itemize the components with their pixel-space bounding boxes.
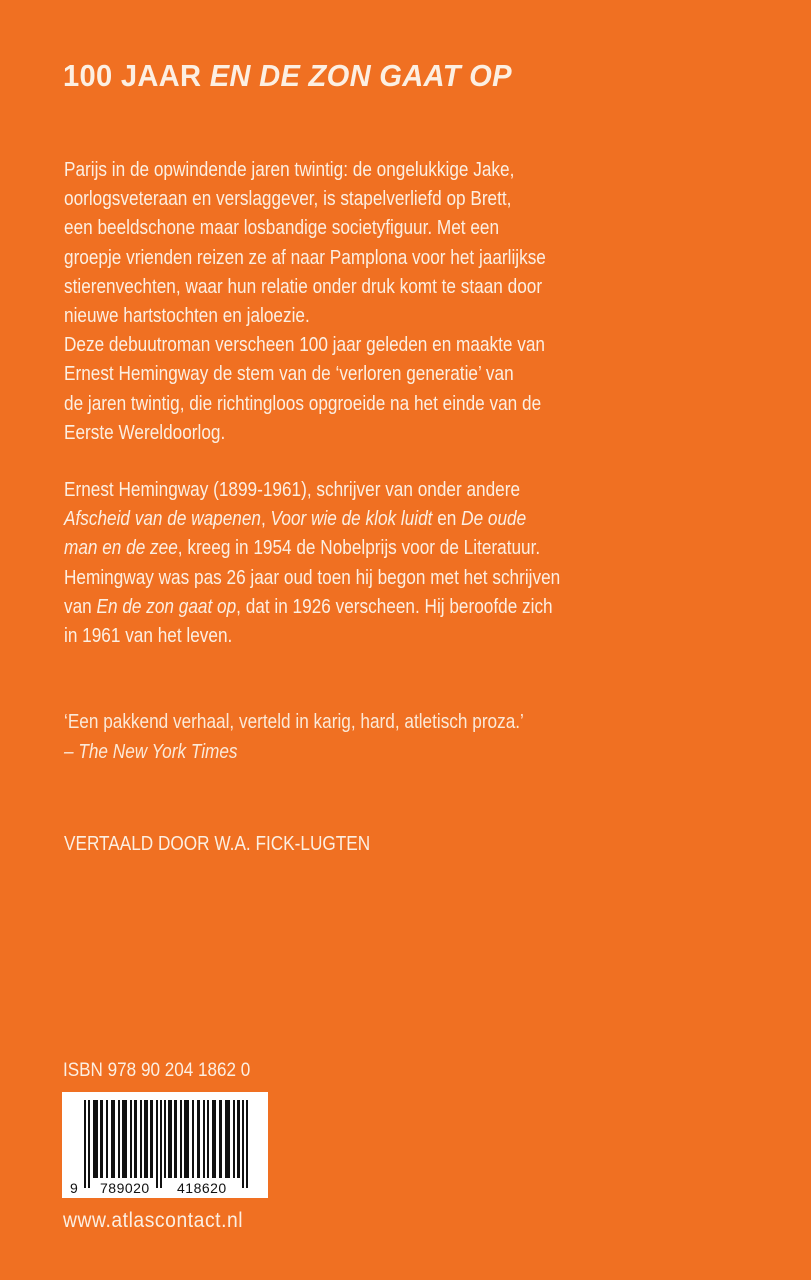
bio-line: Afscheid van de wapenen, Voor wie de klok luidt en De oude	[64, 508, 527, 531]
bio-line: Hemingway was pas 26 jaar oud toen hij begon met het schrijven	[64, 566, 561, 589]
quote-text: ‘Een pakkend verhaal, verteld in karig, hard, atletisch proza.’	[64, 711, 524, 733]
barcode-left-digits: 789020	[100, 1180, 150, 1196]
blurb-line: stierenvechten, waar hun relatie onder druk komt te staan door	[64, 275, 543, 298]
bio-line: man en de zee, kreeg in 1954 de Nobelprijs voor de Literatuur.	[64, 537, 541, 560]
blurb-line: de jaren twintig, die richtingloos opgroeide na het einde van de	[64, 392, 542, 415]
quote-source: – The New York Times	[64, 741, 238, 763]
blurb-paragraph	[64, 156, 683, 448]
blurb-line: groepje vrienden reizen ze af naar Pamplona voor het jaarlijkse	[64, 246, 546, 269]
title-book-name: EN DE ZON GAAT OP	[209, 58, 512, 93]
translator-credit: VERTAALD DOOR W.A. FICK-LUGTEN	[64, 833, 371, 855]
press-quote	[64, 707, 524, 767]
blurb-line: Eerste Wereldoorlog.	[64, 421, 226, 444]
isbn-number: ISBN 978 90 204 1862 0	[63, 1060, 251, 1081]
bio-line: in 1961 van het leven.	[64, 625, 233, 648]
barcode-first-digit: 9	[70, 1180, 78, 1196]
book-title-reference: De oude	[461, 508, 527, 531]
book-title-reference: En de zon gaat op	[96, 595, 237, 618]
blurb-line: een beeldschone maar losbandige societyfiguur. Met een	[64, 217, 500, 240]
book-title-reference: Afscheid van de wapenen	[64, 508, 261, 531]
barcode	[62, 1092, 268, 1198]
author-bio-paragraph	[64, 476, 683, 651]
blurb-line: Parijs in de opwindende jaren twintig: de ongelukkige Jake,	[64, 159, 515, 181]
barcode-icon	[62, 1092, 268, 1198]
barcode-right-digits: 418620	[177, 1180, 227, 1196]
bio-line: van En de zon gaat op, dat in 1926 verscheen. Hij beroofde zich	[64, 595, 553, 618]
blurb-line: oorlogsveteraan en verslaggever, is stapelverliefd op Brett,	[64, 188, 512, 211]
title-prefix: 100 JAAR	[63, 58, 210, 93]
bio-line: Ernest Hemingway (1899-1961), schrijver van onder andere	[64, 479, 521, 501]
publisher-website-link[interactable]: www.atlascontact.nl	[63, 1209, 244, 1232]
cover-title	[63, 58, 512, 94]
blurb-line: Deze debuutroman verscheen 100 jaar geleden en maakte van	[64, 334, 545, 357]
blurb-line: Ernest Hemingway de stem van de ‘verloren generatie’ van	[64, 363, 514, 386]
book-title-reference: Voor wie de klok luidt	[270, 508, 433, 531]
book-title-reference: man en de zee	[64, 537, 178, 560]
blurb-line: nieuwe hartstochten en jaloezie.	[64, 305, 310, 328]
